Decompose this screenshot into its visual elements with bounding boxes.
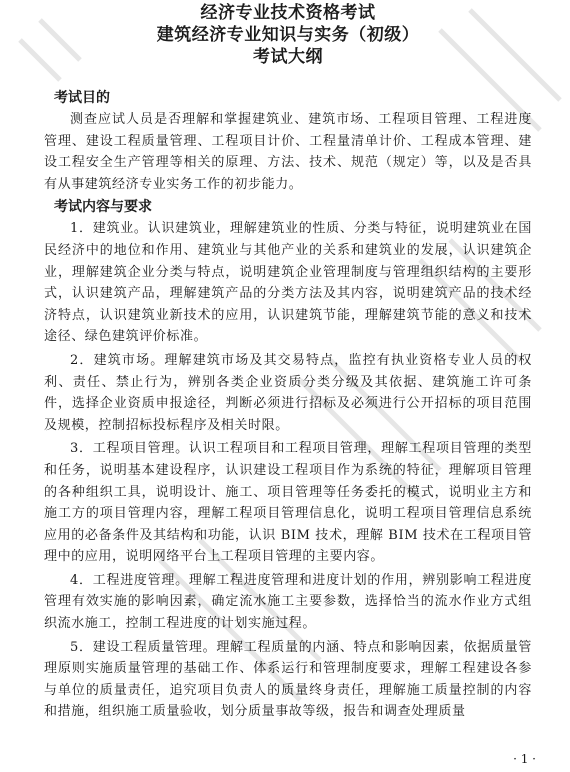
content-paragraph-4: 4．工程进度管理。理解工程进度管理和进度计划的作用，辨别影响工程进度管理有效实施的影响因素，确定流水施工主要参数，选择恰当的流水作业方式组织流水施工，控制工程进度的计划实施过程。 <box>44 572 532 632</box>
content-paragraph-2: 2．建筑市场。理解建筑市场及其交易特点，监控有执业资格专业人员的权利、责任、禁止行为，辨别各类企业资质分类分级及其依据、建筑施工许可条件，选择企业资质申报途径，判断必须进行招标及必须进行公开招标的项目范围及规模，控制招标投标程序及相关时限。 <box>44 352 532 433</box>
purpose-paragraph: 测查应试人员是否理解和掌握建筑业、建筑市场、工程项目管理、工程进度管理、建设工程质量管理、工程项目计价、工程量清单计价、工程成本管理、建设工程安全生产管理等相关的原理、方法、技术、规范（规定）等，以及是否具有从事建筑经济专业实务工作的初步能力。 <box>44 112 532 192</box>
content-heading: 考试内容与要求 <box>54 199 152 216</box>
content-paragraph-3: 3．工程项目管理。认识工程项目和工程项目管理，理解工程项目管理的类型和任务，说明基本建设程序，认识建设工程项目作为系统的特征，理解项目管理的各种组织工具，说明设计、施工、项目管理等任务委托的模式，说明业主方和施工方的项目管理内容，理解工程项目管理信息化，说明工程项目管理信息系统应用的必备条件及其结构和功能，认识 BIM 技术，理解 BIM 技术在工程项目管理中的应用，说明网络平台上工程项目管理的主要内容。 <box>44 441 532 565</box>
document-title-line-2: 建筑经济专业知识与实务（初级） <box>156 25 420 45</box>
page-number: · 1 · <box>513 752 536 766</box>
document-title-line-1: 经济专业技术资格考试 <box>200 3 376 23</box>
document-title-line-3: 考试大纲 <box>253 47 323 67</box>
purpose-heading: 考试目的 <box>54 90 110 106</box>
content-paragraph-5: 5．建设工程质量管理。理解工程质量的内涵、特点和影响因素，依据质量管理原则实施质量管理的基础工作、体系运行和管理制度要求，理解工程建设各参与单位的质量责任，追究项目负责人的质量终身责任，理解施工质量控制的内容和措施，组织施工质量验收，划分质量事故等级，报告和调查处理质量 <box>44 639 532 720</box>
content-paragraph-1: 1．建筑业。认识建筑业，理解建筑业的性质、分类与特征，说明建筑业在国民经济中的地位和作用、建筑业与其他产业的关系和建筑业的发展，认识建筑企业，理解建筑企业分类与特点，说明建筑企业管理制度与管理组织结构的主要形式，认识建筑产品，理解建筑产品的分类方法及其内容，说明建筑产品的技术经济特点，认识建筑业新技术的应用，认识建筑节能，理解建筑节能的意义和技术途径、绿色建筑评价标准。 <box>44 221 532 345</box>
